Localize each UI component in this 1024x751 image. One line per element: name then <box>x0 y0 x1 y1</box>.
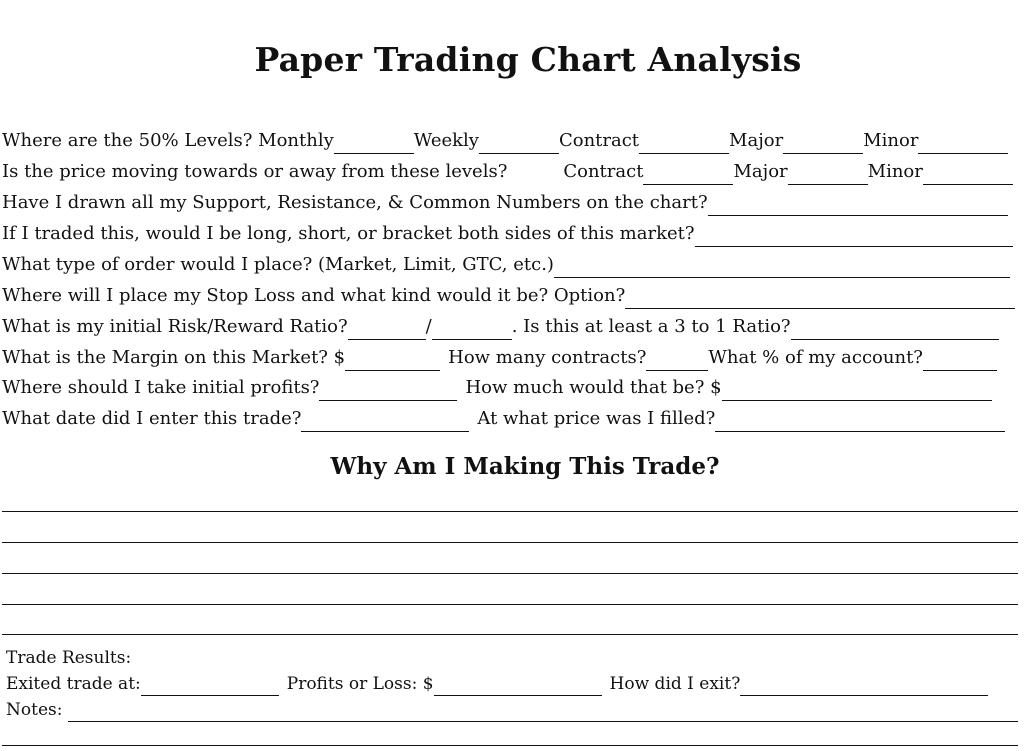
notes-row <box>6 698 1018 722</box>
question-text: Is the price moving towards or away from these levels? <box>2 161 508 182</box>
question-text: What is the Margin on this Market? $ <box>2 347 346 368</box>
reason-line[interactable] <box>2 634 1018 635</box>
minor-direction-field[interactable] <box>923 164 1013 185</box>
notes-field[interactable] <box>68 703 1018 722</box>
question-entry-date <box>2 406 1005 432</box>
contracts-field[interactable] <box>646 350 708 371</box>
question-text-2: . Is this at least a 3 to 1 Ratio? <box>511 316 791 337</box>
question-price-direction <box>2 159 1013 185</box>
profit-amount-label: How much would that be? $ <box>465 377 722 398</box>
order-type-field[interactable] <box>554 257 1010 278</box>
question-text: If I traded this, would I be long, short, or bracket both sides of this market? <box>2 223 695 244</box>
entry-date-field[interactable] <box>301 411 469 432</box>
account-percent-field[interactable] <box>923 350 997 371</box>
question-stop-loss <box>2 283 1015 309</box>
major-label: Major <box>729 130 784 151</box>
reason-line[interactable] <box>2 573 1018 574</box>
question-text: Where should I take initial profits? <box>2 377 320 398</box>
account-percent-label: What % of my account? <box>708 347 923 368</box>
question-text: What is my initial Risk/Reward Ratio? <box>2 316 348 337</box>
question-text: Where will I place my Stop Loss and what kind would it be? Option? <box>2 285 626 306</box>
exit-method-label: How did I exit? <box>609 674 741 694</box>
initial-profits-field[interactable] <box>319 380 457 401</box>
question-text: What type of order would I place? (Market, Limit, GTC, etc.) <box>2 254 554 275</box>
margin-field[interactable] <box>345 350 440 371</box>
monthly-level-field[interactable] <box>334 133 414 154</box>
contract-label: Contract <box>563 161 644 182</box>
question-risk-reward <box>2 314 999 340</box>
contracts-label: How many contracts? <box>448 347 647 368</box>
trade-results-row <box>6 672 988 696</box>
exited-field[interactable] <box>141 677 279 696</box>
major-label: Major <box>733 161 788 182</box>
question-initial-profits <box>2 375 992 401</box>
position-field[interactable] <box>695 226 1013 247</box>
question-text: What date did I enter this trade? <box>2 408 302 429</box>
question-long-short <box>2 221 1013 247</box>
question-margin <box>2 345 997 371</box>
fill-price-label: At what price was I filled? <box>477 408 716 429</box>
major-direction-field[interactable] <box>788 164 868 185</box>
exit-method-field[interactable] <box>740 677 988 696</box>
profits-label: Profits or Loss: $ <box>286 674 434 694</box>
risk-field[interactable] <box>348 319 426 340</box>
ratio-check-field[interactable] <box>791 319 999 340</box>
reason-line[interactable] <box>2 542 1018 543</box>
reward-field[interactable] <box>432 319 512 340</box>
notes-label: Notes: <box>6 700 63 720</box>
minor-label: Minor <box>867 161 923 182</box>
ratio-slash: / <box>425 316 432 337</box>
question-text: Where are the 50% Levels? Monthly <box>2 130 334 151</box>
exited-label: Exited trade at: <box>6 674 141 694</box>
contract-direction-field[interactable] <box>643 164 733 185</box>
minor-label: Minor <box>863 130 919 151</box>
fill-price-field[interactable] <box>715 411 1005 432</box>
question-50-percent-levels <box>2 128 1008 154</box>
question-text: Have I drawn all my Support, Resistance, & Common Numbers on the chart? <box>2 192 708 213</box>
trade-results-heading: Trade Results: <box>6 648 132 668</box>
page-title: Paper Trading Chart Analysis <box>254 40 802 79</box>
reason-line[interactable] <box>2 511 1018 512</box>
question-order-type <box>2 252 1010 278</box>
profit-amount-field[interactable] <box>722 380 992 401</box>
weekly-level-field[interactable] <box>479 133 559 154</box>
why-trade-heading: Why Am I Making This Trade? <box>330 453 720 480</box>
weekly-label: Weekly <box>413 130 479 151</box>
profits-field[interactable] <box>434 677 602 696</box>
stop-loss-field[interactable] <box>625 288 1015 309</box>
minor-level-field[interactable] <box>918 133 1008 154</box>
notes-line[interactable] <box>2 745 1018 746</box>
contract-level-field[interactable] <box>639 133 729 154</box>
question-support-resistance <box>2 190 1008 216</box>
contract-label: Contract <box>558 130 640 151</box>
major-level-field[interactable] <box>783 133 863 154</box>
support-resistance-field[interactable] <box>708 195 1008 216</box>
reason-line[interactable] <box>2 604 1018 605</box>
